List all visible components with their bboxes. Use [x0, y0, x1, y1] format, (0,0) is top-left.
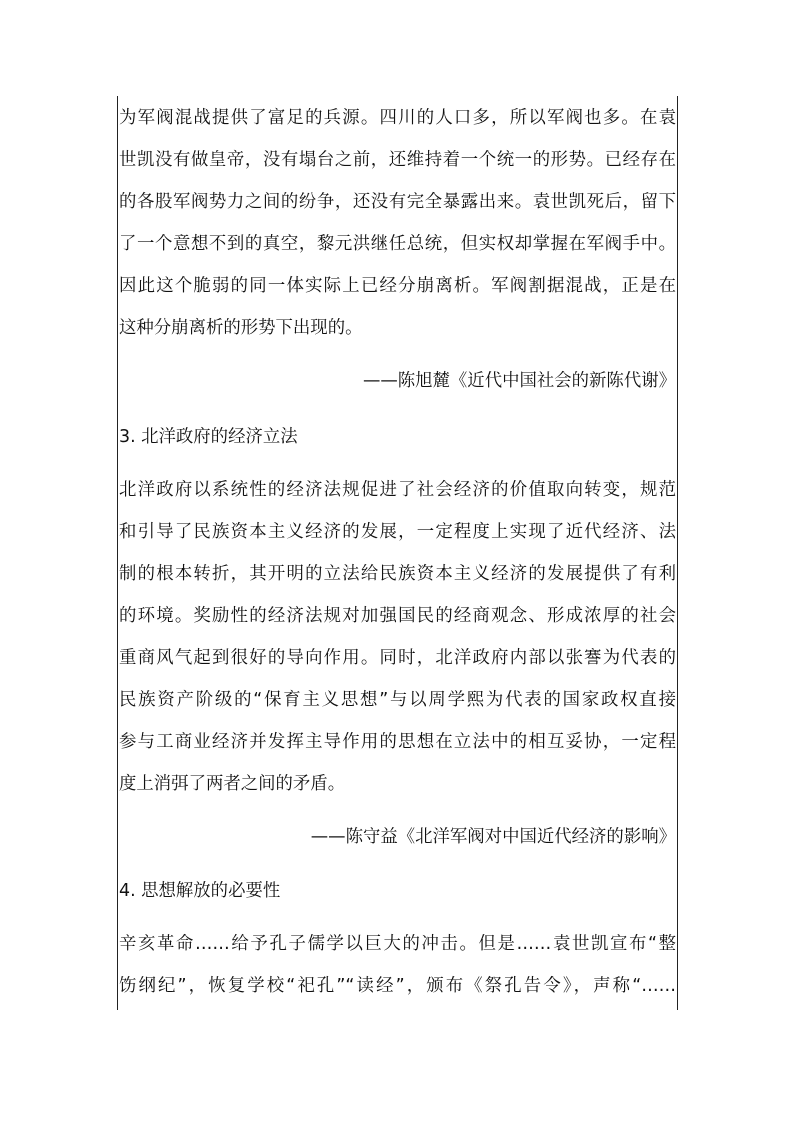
- section-2-line-4: 了一个意想不到的真空，黎元洪继任总统，但实权却掌握在军阀手中。: [119, 234, 676, 254]
- section-3-line-8: 度上消弭了两者之间的矛盾。: [119, 774, 346, 794]
- section-4-heading: 4. 思想解放的必要性: [119, 881, 281, 901]
- section-3-line-3: 制的根本转折，其开明的立法给民族资本主义经济的发展提供了有利: [119, 564, 676, 584]
- section-2-line-3: 的各股军阀势力之间的纷争，还没有完全暴露出来。袁世凯死后，留下: [119, 192, 676, 212]
- section-4-line-1: 辛亥革命……给予孔子儒学以巨大的冲击。但是……袁世凯宣布“整: [119, 934, 676, 954]
- section-3-line-7: 参与工商业经济并发挥主导作用的思想在立法中的相互妥协，一定程: [119, 732, 676, 752]
- section-2-line-2: 世凯没有做皇帝，没有塌台之前，还维持着一个统一的形势。已经存在: [119, 150, 676, 170]
- section-3-line-4: 的环境。奖励性的经济法规对加强国民的经商观念、形成浓厚的社会: [119, 606, 676, 626]
- section-3-heading: 3. 北洋政府的经济立法: [119, 427, 298, 447]
- section-3-line-2: 和引导了民族资本主义经济的发展，一定程度上实现了近代经济、法: [119, 522, 676, 542]
- section-2-line-6: 这种分崩离析的形势下出现的。: [119, 318, 363, 338]
- section-3-line-5: 重商风气起到很好的导向作用。同时，北洋政府内部以张謇为代表的: [119, 648, 676, 668]
- section-3-source: ——陈守益《北洋军阀对中国近代经济的影响》: [310, 827, 676, 847]
- section-3-line-6: 民族资产阶级的“保育主义思想”与以周学熙为代表的国家政权直接: [119, 690, 676, 710]
- section-2-line-5: 因此这个脆弱的同一体实际上已经分崩离析。军阀割据混战，正是在: [119, 276, 676, 296]
- section-2-source: ——陈旭麓《近代中国社会的新陈代谢》: [362, 371, 676, 391]
- section-4-line-2: 饬纲纪”，恢复学校“祀孔”“读经”，颁布《祭孔告令》，声称“……: [119, 976, 676, 996]
- section-3-line-1: 北洋政府以系统性的经济法规促进了社会经济的价值取向转变，规范: [119, 480, 676, 500]
- section-2-line-1: 为军阀混战提供了富足的兵源。四川的人口多，所以军阀也多。在袁: [119, 108, 676, 128]
